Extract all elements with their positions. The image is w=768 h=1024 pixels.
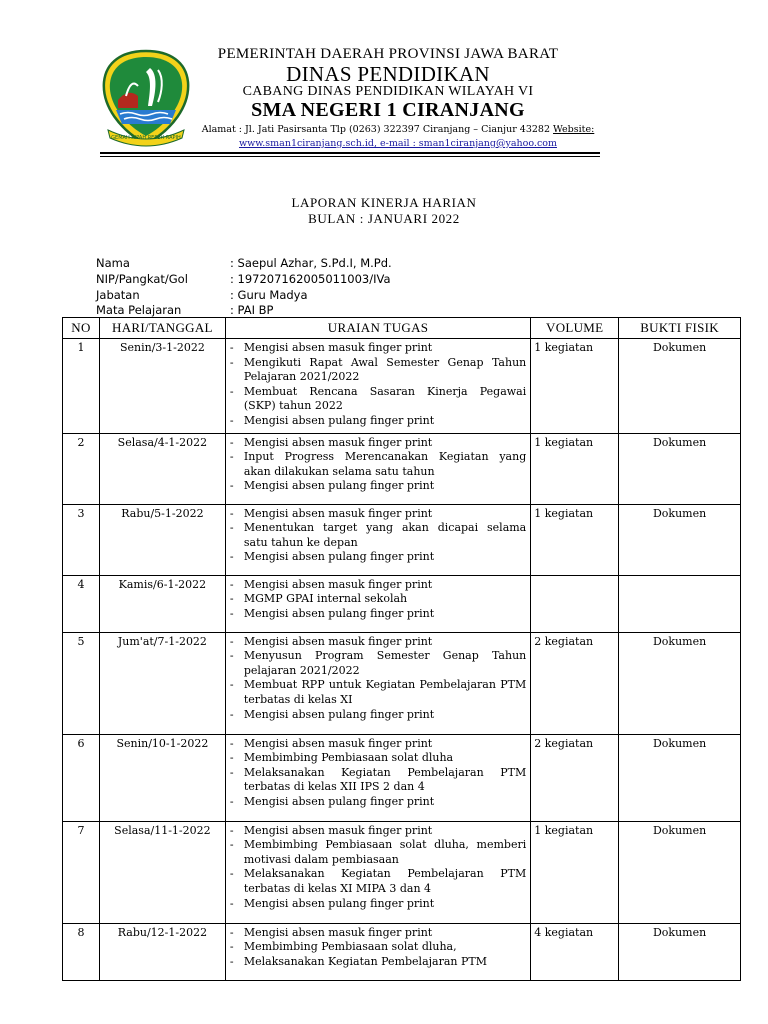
cell-volume: 2 kegiatan xyxy=(531,734,619,821)
task-item: - Mengisi absen masuk finger print xyxy=(230,436,526,451)
address-text: Alamat : Jl. Jati Pasirsanta Tlp (0263) 322397 Ciranjang – Cianjur 43282 xyxy=(201,124,554,135)
task-item: - Mengisi absen pulang finger print xyxy=(230,607,526,622)
cell-tasks xyxy=(225,632,530,734)
task-list xyxy=(230,635,526,723)
cell-date: Rabu/12-1-2022 xyxy=(99,923,225,980)
col-header-evidence: BUKTI FISIK xyxy=(619,318,741,339)
task-item: - Mengisi absen masuk finger print xyxy=(230,824,526,839)
task-list xyxy=(230,341,526,429)
info-label: Mata Pelajaran xyxy=(96,303,182,318)
jawa-barat-emblem xyxy=(98,48,194,148)
col-header-tasks: URAIAN TUGAS xyxy=(225,318,530,339)
task-item: - Menentukan target yang akan dicapai selama satu tahun ke depan xyxy=(230,521,526,550)
task-item: - Membimbing Pembiasaan solat dluha, memberi motivasi dalam pembiasaan xyxy=(230,838,526,867)
task-item: - Mengisi absen masuk finger print xyxy=(230,507,526,522)
cell-date: Kamis/6-1-2022 xyxy=(99,575,225,632)
table-row xyxy=(63,504,741,575)
info-row-nip xyxy=(96,272,392,288)
header-government: PEMERINTAH DAERAH PROVINSI JAWA BARAT xyxy=(217,46,559,62)
cell-volume: 1 kegiatan xyxy=(531,821,619,923)
employee-info xyxy=(96,256,392,319)
cell-date: Jum'at/7-1-2022 xyxy=(99,632,225,734)
task-item: - Membimbing Pembiasaan solat dluha xyxy=(230,751,526,766)
task-item: - Melaksanakan Kegiatan Pembelajaran PTM xyxy=(230,955,526,970)
info-value: : Saepul Azhar, S.Pd.I, M.Pd. xyxy=(230,256,392,270)
task-item: - Mengikuti Rapat Awal Semester Genap Tahun Pelajaran 2021/2022 xyxy=(230,356,526,385)
info-value: : 197207162005011003/IVa xyxy=(230,271,391,286)
cell-date: Selasa/4-1-2022 xyxy=(99,433,225,504)
task-item: - Mengisi absen pulang finger print xyxy=(230,479,526,494)
task-item: - Menyusun Program Semester Genap Tahun pelajaran 2021/2022 xyxy=(230,649,526,678)
col-header-volume: VOLUME xyxy=(531,318,619,339)
header-rule-thin xyxy=(100,156,600,157)
cell-tasks xyxy=(225,339,530,434)
cell-evidence: Dokumen xyxy=(619,632,741,734)
cell-volume: 1 kegiatan xyxy=(531,504,619,575)
table-header-row xyxy=(63,318,741,339)
cell-tasks xyxy=(225,821,530,923)
cell-tasks xyxy=(225,504,530,575)
cell-evidence: Dokumen xyxy=(619,734,741,821)
cell-no: 5 xyxy=(63,632,100,734)
cell-volume xyxy=(531,575,619,632)
cell-evidence: Dokumen xyxy=(619,923,741,980)
report-title: LAPORAN KINERJA HARIAN xyxy=(291,195,477,210)
info-label: NIP/Pangkat/Gol xyxy=(96,271,188,286)
info-value: : Guru Madya xyxy=(230,287,308,302)
cell-evidence xyxy=(619,575,741,632)
cell-volume: 2 kegiatan xyxy=(531,632,619,734)
col-header-no: NO xyxy=(63,318,100,339)
task-item: - Input Progress Merencanakan Kegiatan yang akan dilakukan selama satu tahun xyxy=(230,450,526,479)
task-list xyxy=(230,436,526,494)
cell-tasks xyxy=(225,433,530,504)
cell-no: 2 xyxy=(63,433,100,504)
header-rule-thick xyxy=(100,152,600,154)
task-item: - Mengisi absen masuk finger print xyxy=(230,926,526,941)
cell-no: 7 xyxy=(63,821,100,923)
cell-evidence: Dokumen xyxy=(619,504,741,575)
website-label: Website: xyxy=(553,124,595,135)
cell-evidence: Dokumen xyxy=(619,433,741,504)
task-list xyxy=(230,737,526,810)
cell-volume: 1 kegiatan xyxy=(531,339,619,434)
cell-date: Senin/10-1-2022 xyxy=(99,734,225,821)
cell-evidence: Dokumen xyxy=(619,339,741,434)
task-item: - Membimbing Pembiasaan solat dluha, xyxy=(230,940,526,955)
cell-no: 4 xyxy=(63,575,100,632)
cell-volume: 1 kegiatan xyxy=(531,433,619,504)
info-row-position xyxy=(96,288,392,304)
cell-date: Rabu/5-1-2022 xyxy=(99,504,225,575)
task-item: - Melaksanakan Kegiatan Pembelajaran PTM terbatas di kelas XI MIPA 3 dan 4 xyxy=(230,867,526,896)
cell-tasks xyxy=(225,923,530,980)
table-row xyxy=(63,339,741,434)
task-list xyxy=(230,507,526,565)
header-agency: DINAS PENDIDIKAN xyxy=(286,62,490,86)
cell-no: 8 xyxy=(63,923,100,980)
task-item: - Mengisi absen pulang finger print xyxy=(230,414,526,429)
task-item: - Mengisi absen masuk finger print xyxy=(230,635,526,650)
header-address xyxy=(196,124,600,135)
web-email-link[interactable]: www.sman1ciranjang.sch.id, e-mail : sman1ciranjang@yahoo.com xyxy=(238,138,557,149)
task-item: - Membuat RPP untuk Kegiatan Pembelajaran PTM terbatas di kelas XI xyxy=(230,678,526,707)
task-list xyxy=(230,926,526,970)
table-row xyxy=(63,923,741,980)
task-list xyxy=(230,578,526,622)
info-label: Jabatan xyxy=(96,287,140,302)
cell-tasks xyxy=(225,734,530,821)
task-item: - Mengisi absen masuk finger print xyxy=(230,737,526,752)
cell-volume: 4 kegiatan xyxy=(531,923,619,980)
col-header-date: HARI/TANGGAL xyxy=(99,318,225,339)
task-item: - Mengisi absen pulang finger print xyxy=(230,708,526,723)
info-value: : PAI BP xyxy=(230,303,274,318)
header-school-name: SMA NEGERI 1 CIRANJANG xyxy=(251,99,525,121)
table-row xyxy=(63,821,741,923)
task-item: - MGMP GPAI internal sekolah xyxy=(230,592,526,607)
cell-no: 1 xyxy=(63,339,100,434)
info-label: Nama xyxy=(96,256,130,270)
table-row xyxy=(63,632,741,734)
cell-tasks xyxy=(225,575,530,632)
task-item: - Mengisi absen pulang finger print xyxy=(230,795,526,810)
task-item: - Mengisi absen pulang finger print xyxy=(230,550,526,565)
task-item: - Membuat Rencana Sasaran Kinerja Pegawai (SKP) tahun 2022 xyxy=(230,385,526,414)
task-item: - Melaksanakan Kegiatan Pembelajaran PTM terbatas di kelas XII IPS 2 dan 4 xyxy=(230,766,526,795)
table-row xyxy=(63,734,741,821)
task-list xyxy=(230,824,526,912)
table-row xyxy=(63,575,741,632)
header-web-email[interactable] xyxy=(196,138,600,149)
report-month: BULAN : JANUARI 2022 xyxy=(308,211,460,226)
cell-no: 3 xyxy=(63,504,100,575)
task-item: - Mengisi absen masuk finger print xyxy=(230,341,526,356)
task-item: - Mengisi absen masuk finger print xyxy=(230,578,526,593)
task-item: - Mengisi absen pulang finger print xyxy=(230,897,526,912)
cell-no: 6 xyxy=(63,734,100,821)
cell-date: Selasa/11-1-2022 xyxy=(99,821,225,923)
daily-report-table xyxy=(62,317,741,981)
info-row-name xyxy=(96,256,392,272)
table-row xyxy=(63,433,741,504)
header-branch: CABANG DINAS PENDIDIKAN WILAYAH VI xyxy=(242,84,534,99)
cell-date: Senin/3-1-2022 xyxy=(99,339,225,434)
cell-evidence: Dokumen xyxy=(619,821,741,923)
logo-motto-text: GEMAH RIPAH REPEH RAPIH xyxy=(111,135,181,141)
